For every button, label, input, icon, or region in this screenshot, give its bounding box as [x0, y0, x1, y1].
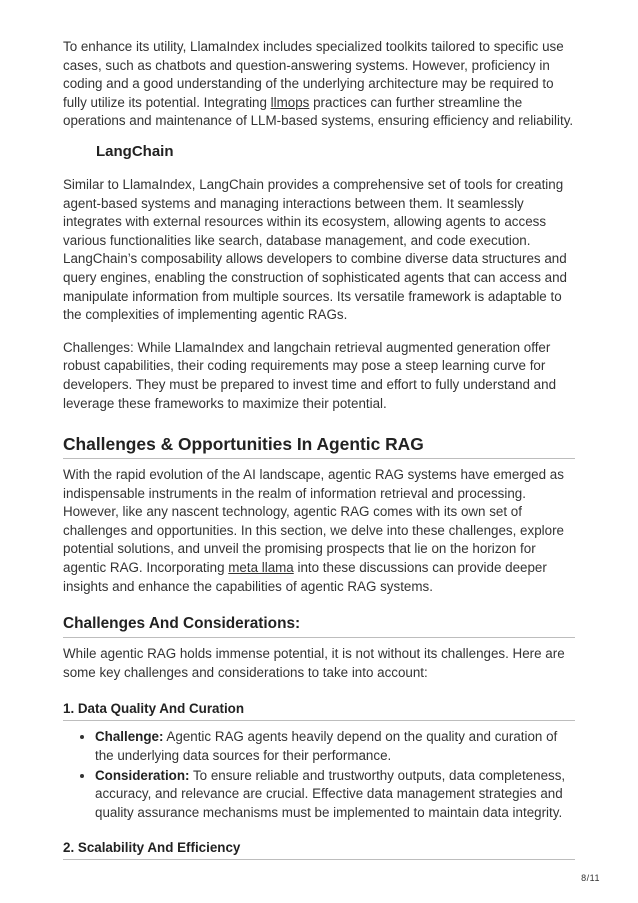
list-item-label: Consideration:: [95, 767, 190, 783]
page-number: 8/11: [581, 873, 600, 883]
list-item-text: Agentic RAG agents heavily depend on the quality and curation of the underlying data sources for their performance.: [95, 729, 558, 764]
intro-text-end: practices can further streamline the operations and maintenance of LLM-based systems, ensuring efficiency and reliability.: [63, 94, 574, 129]
list-item: [95, 728, 575, 765]
langchain-paragraph: Similar to LlamaIndex, LangChain provides a comprehensive set of tools for creating agent-based systems and managing interactions between them. It seamlessly integrates with external resources within its ecosystem, allowing agents to access various functionalities like search, database management, and code execution. LangChain’s composability allows developers to combine diverse data structures and query engines, enabling the construction of sophisticated agents that can access and manipulate information from multiple sources. Its versatile framework is adaptable to the complexities of implementing agentic RAGs.: [63, 176, 567, 323]
considerations-paragraph: While agentic RAG holds immense potential, it is not without its challenges. Here are some key challenges and considerations to take into account:: [63, 646, 565, 680]
list-item: [95, 767, 575, 823]
list-item-text: To ensure reliable and trustworthy outputs, data completeness, accuracy, and relevance are crucial. Effective data management strategies and quality assurance mechanisms must be implemented to maintain data integrity.: [95, 767, 566, 820]
section-heading: Challenges & Opportunities In Agentic RAG: [63, 433, 575, 459]
section-text: With the rapid evolution of the AI landscape, agentic RAG systems have emerged as indispensable instruments in the realm of information retrieval and processing. However, like any nascent technology, agentic RAG comes with its own set of challenges and opportunities. In this section, we delve into these challenges, explore potential solutions, and unveil the promising prospects that lie on the horizon for agentic RAG. Incorporating: [63, 467, 564, 576]
data-quality-list: [63, 728, 575, 822]
llmops-link[interactable]: llmops: [270, 94, 310, 110]
list-item-label: Challenge:: [95, 729, 164, 745]
langchain-heading: LangChain: [96, 142, 174, 160]
section-paragraph: [63, 466, 575, 596]
langchain-challenges-paragraph: Challenges: While LlamaIndex and langchain retrieval augmented generation offer robust capabilities, their coding requirements may pose a steep learning curve for developers. They must be prepared to invest time and effort to fully understand and leverage these frameworks to maximize their potential.: [63, 339, 557, 411]
section-text-end: into these discussions can provide deeper insights and enhance the capabilities of agentic RAG systems.: [63, 560, 547, 594]
document-page: [63, 38, 575, 860]
data-quality-heading: 1. Data Quality And Curation: [63, 700, 575, 721]
intro-paragraph: [63, 38, 575, 131]
intro-text: To enhance its utility, LlamaIndex includes specialized toolkits tailored to specific use cases, such as chatbots and question-answering systems. However, proficiency in coding and a good understanding of the underlying architecture may be required to fully utilize its potential. Integrating: [63, 39, 564, 110]
scalability-heading: 2. Scalability And Efficiency: [63, 839, 575, 860]
meta-llama-link[interactable]: meta llama: [228, 560, 294, 576]
considerations-heading: Challenges And Considerations:: [63, 614, 575, 638]
